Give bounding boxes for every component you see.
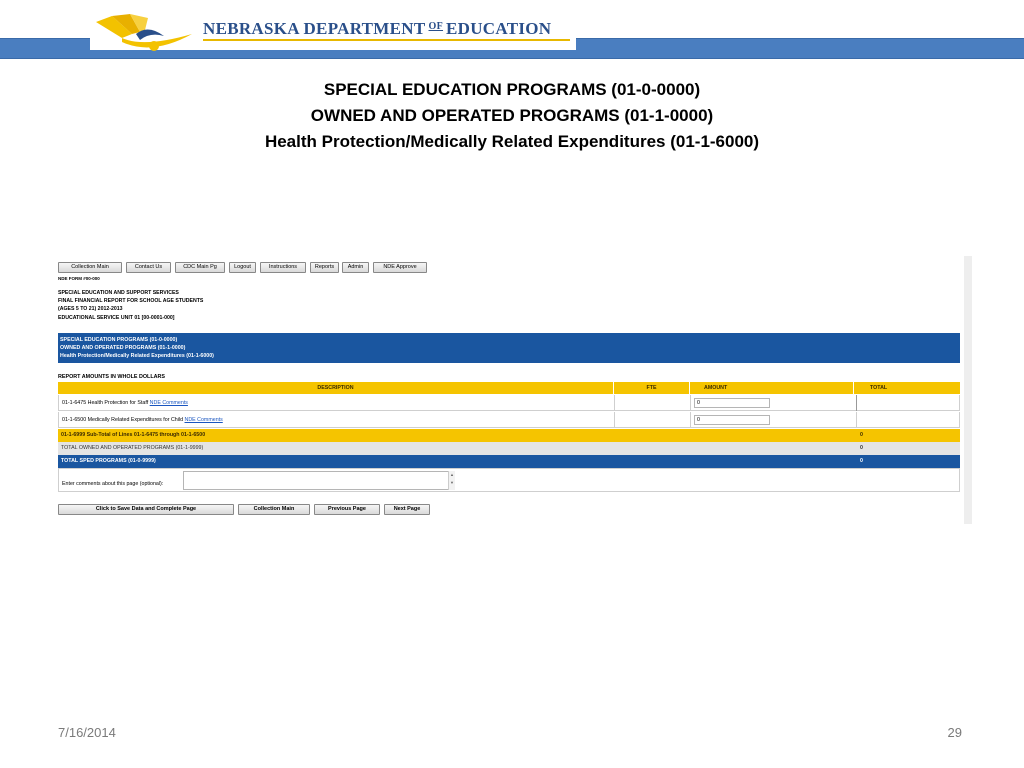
slide-title-line-1: SPECIAL EDUCATION PROGRAMS (01-0-0000) — [323, 80, 701, 99]
org-name-underline — [203, 39, 570, 41]
nav-admin-button[interactable]: Admin — [342, 262, 369, 273]
row-amount — [691, 395, 857, 411]
column-header-total: TOTAL — [854, 382, 960, 394]
slide-title-line-3: Health Protection/Medically Related Expenditures (01-1-6000) — [264, 132, 760, 151]
info-line-1: SPECIAL EDUCATION AND SUPPORT SERVICES — [58, 290, 179, 296]
header-banner — [0, 0, 1024, 62]
nav-logout-button[interactable]: Logout — [229, 262, 256, 273]
form-number: NDE FORM #00-000 — [58, 276, 100, 281]
nav-reports-button[interactable]: Reports — [310, 262, 339, 273]
org-name-of: OF — [428, 21, 444, 32]
column-header-description: DESCRIPTION — [58, 382, 614, 394]
org-name — [203, 19, 551, 39]
row-fte — [615, 395, 691, 411]
slide-title-line-2: OWNED AND OPERATED PROGRAMS (01-1-0000) — [310, 106, 714, 125]
subtotal-label: 01-1-6999 Sub-Total of Lines 01-1-6475 through 01-1-6500 — [61, 432, 206, 438]
org-name-part1: NEBRASKA DEPARTMENT — [203, 19, 426, 38]
info-line-2: FINAL FINANCIAL REPORT FOR SCHOOL AGE STUDENTS — [58, 298, 204, 304]
nav-contact-us-button[interactable]: Contact Us — [126, 262, 171, 273]
org-name-part2: EDUCATION — [446, 19, 552, 38]
nde-comments-link[interactable]: NDE Comments — [184, 417, 223, 423]
table-row — [58, 412, 960, 428]
info-line-3: (AGES 5 TO 21) 2012-2013 — [58, 306, 123, 312]
comment-textarea[interactable] — [183, 471, 455, 490]
slide-titles — [0, 77, 1024, 155]
nde-comments-link[interactable]: NDE Comments — [149, 400, 188, 406]
comment-scrollbar[interactable]: ▲ ▼ — [448, 471, 455, 490]
row-amount — [691, 412, 857, 428]
nav-instructions-button[interactable]: Instructions — [260, 262, 306, 273]
row-fte — [615, 412, 691, 428]
total-sped-value: 0 — [860, 458, 863, 464]
section-header-line-1: SPECIAL EDUCATION PROGRAMS (01-0-0000) — [60, 337, 178, 343]
previous-page-button[interactable]: Previous Page — [314, 504, 380, 515]
subtotal-row — [58, 429, 960, 442]
row-description — [59, 412, 615, 428]
footer-page-number: 29 — [947, 725, 962, 740]
section-header-line-3: Health Protection/Medically Related Expenditures (01-1-6000) — [60, 353, 214, 359]
collection-main-button[interactable]: Collection Main — [238, 504, 310, 515]
app-screenshot — [52, 256, 972, 524]
nav-cdc-main-button[interactable]: CDC Main Pg — [175, 262, 225, 273]
total-sped-row — [58, 455, 960, 468]
total-owned-value: 0 — [860, 445, 863, 451]
table-row — [58, 395, 960, 411]
subtotal-value: 0 — [860, 432, 863, 438]
amount-input[interactable]: 0 — [694, 415, 770, 425]
total-sped-label: TOTAL SPED PROGRAMS (01-0-9999) — [61, 458, 156, 464]
column-header-fte: FTE — [614, 382, 690, 394]
comment-label: Enter comments about this page (optional): — [62, 481, 164, 487]
save-complete-button[interactable]: Click to Save Data and Complete Page — [58, 504, 234, 515]
total-owned-label: TOTAL OWNED AND OPERATED PROGRAMS (01-1-9999) — [61, 445, 204, 451]
footer-date: 7/16/2014 — [58, 725, 116, 740]
app-window — [56, 256, 960, 524]
column-header-amount: AMOUNT — [690, 382, 854, 394]
report-amounts-label: REPORT AMOUNTS IN WHOLE DOLLARS — [58, 374, 166, 380]
info-line-4: EDUCATIONAL SERVICE UNIT 01 [00-0001-000] — [58, 315, 175, 321]
section-header — [58, 333, 960, 363]
next-page-button[interactable]: Next Page — [384, 504, 430, 515]
row-description-text: 01-1-6500 Medically Related Expenditures for Child — [62, 417, 184, 423]
row-description-text: 01-1-6475 Health Protection for Staff — [62, 400, 149, 406]
comment-row — [58, 468, 960, 492]
row-description — [59, 395, 615, 411]
nde-logo-icon — [92, 12, 196, 56]
nav-nde-approve-button[interactable]: NDE Approve — [373, 262, 427, 273]
amount-input[interactable]: 0 — [694, 398, 770, 408]
section-header-line-2: OWNED AND OPERATED PROGRAMS (01-1-0000) — [60, 345, 186, 351]
nav-collection-main-button[interactable]: Collection Main — [58, 262, 122, 273]
total-owned-row — [58, 442, 960, 455]
